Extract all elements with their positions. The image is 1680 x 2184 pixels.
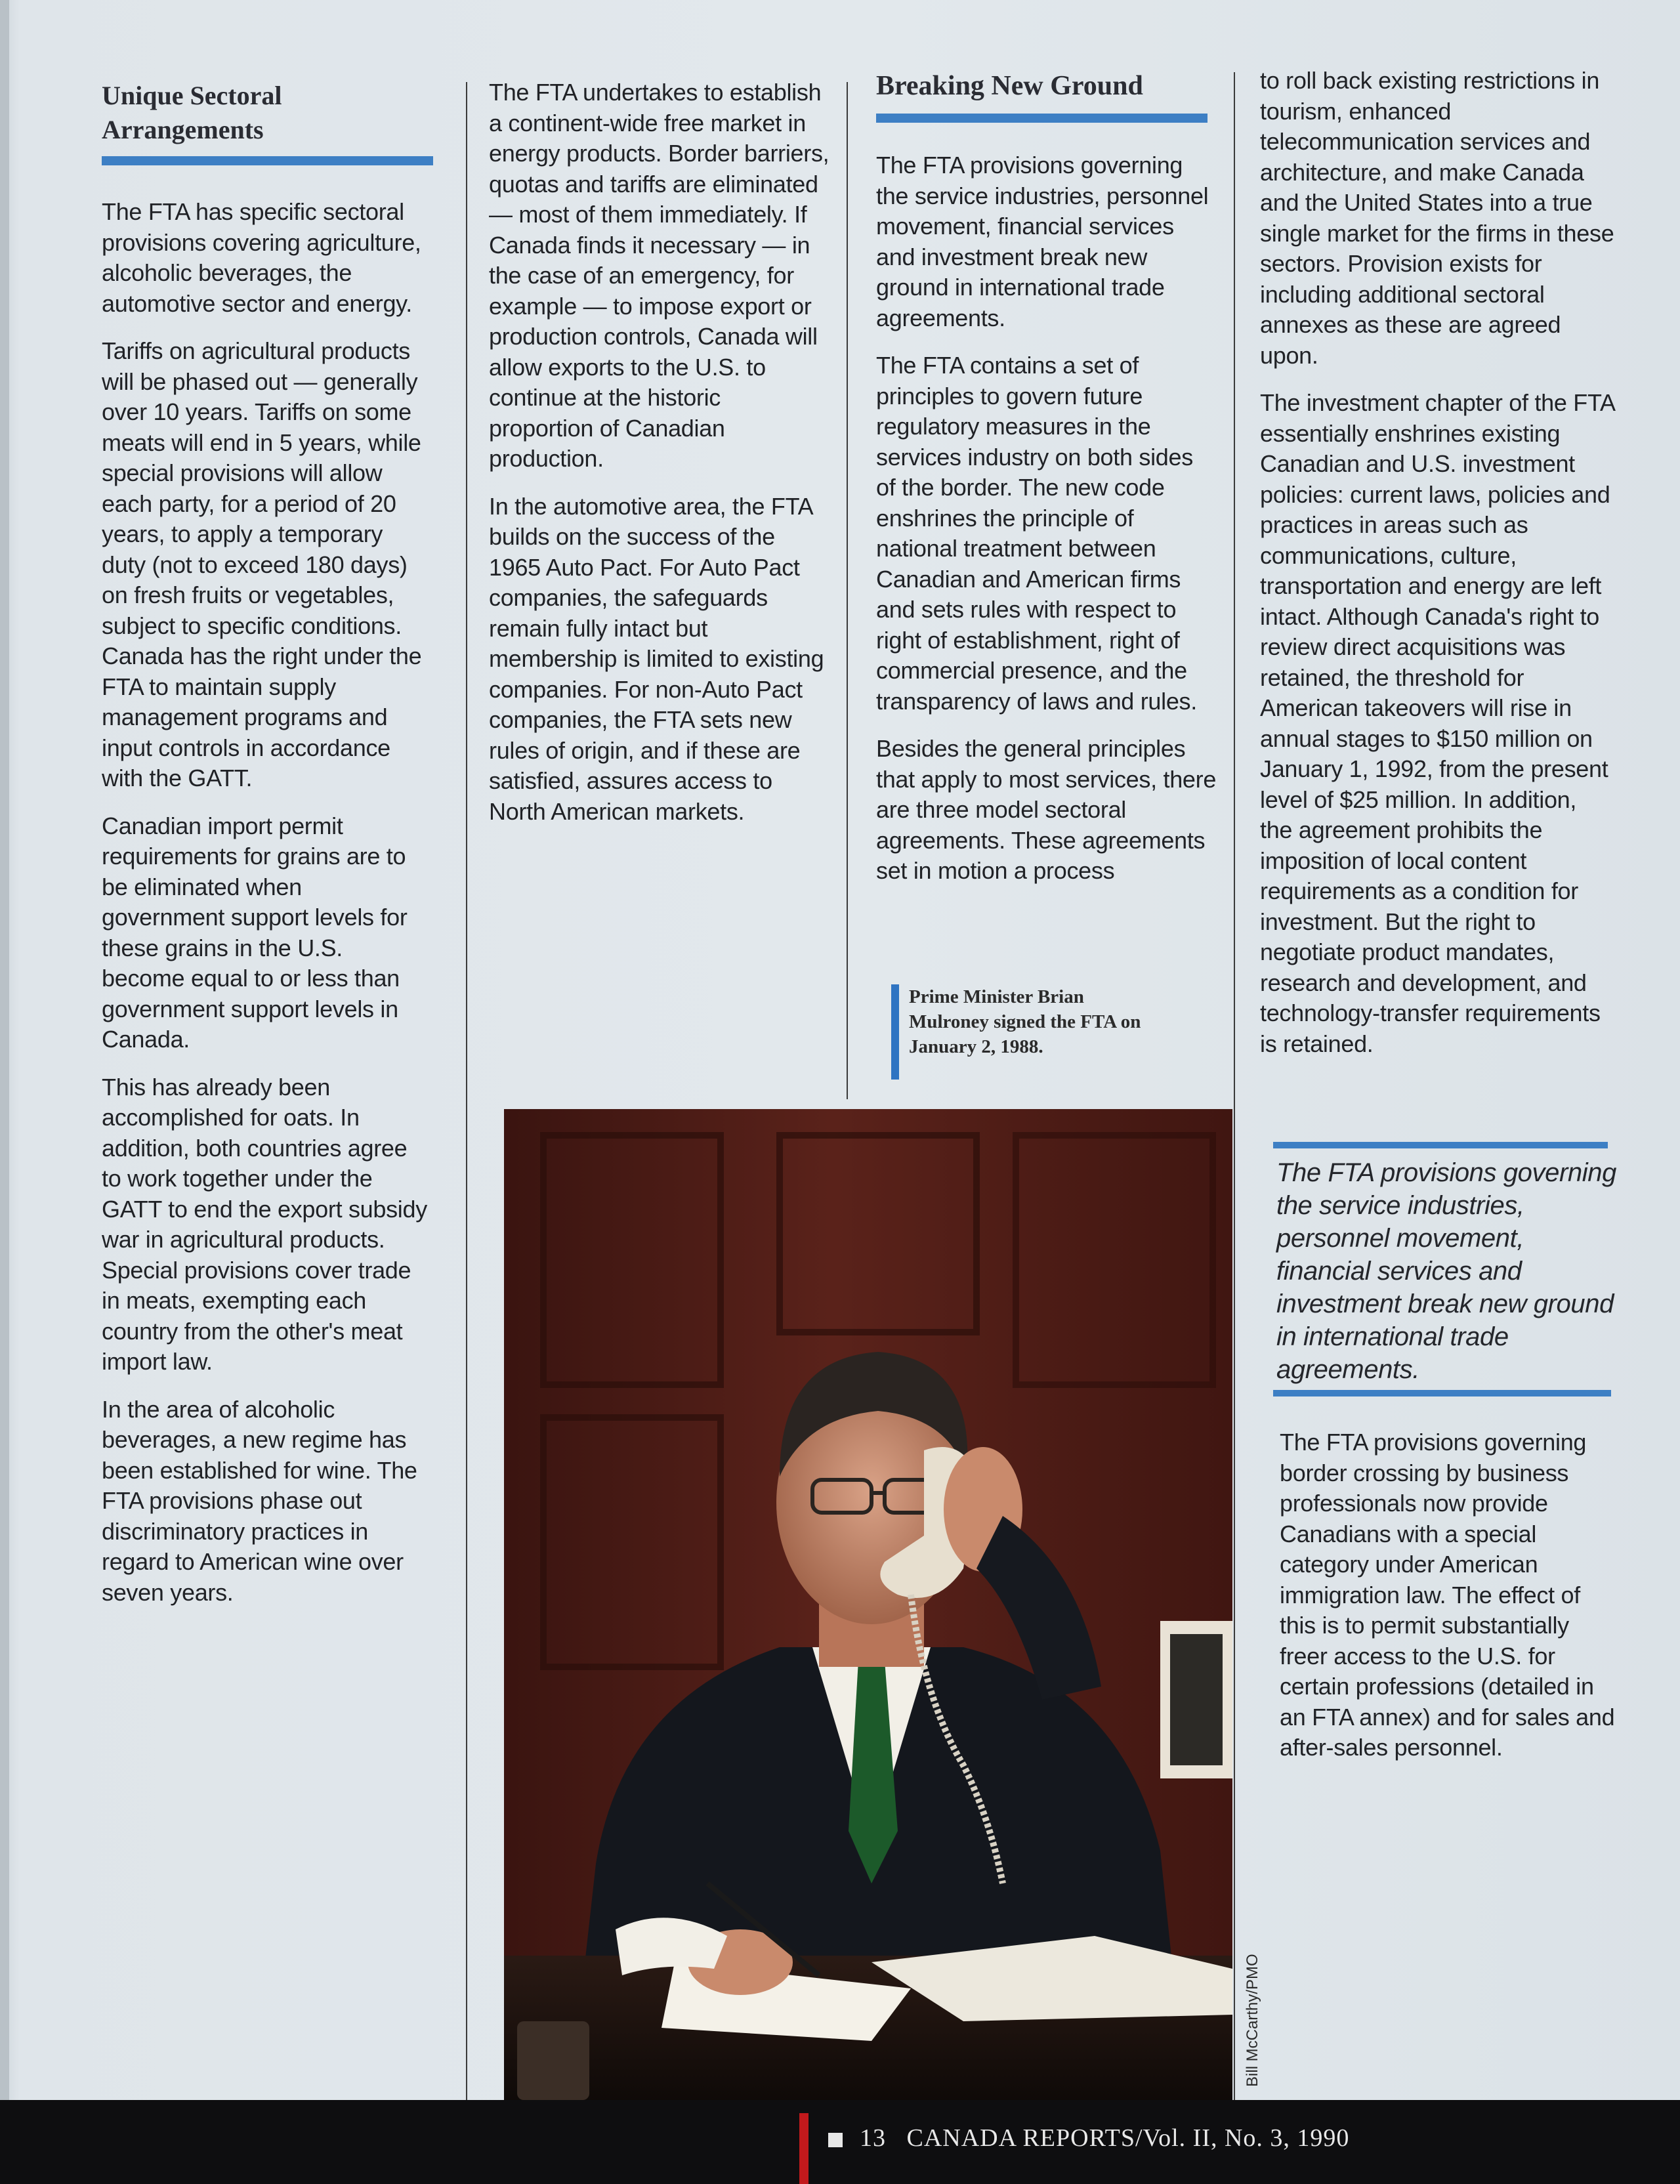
heading-underline-bar	[102, 156, 433, 165]
paragraph: The FTA provisions governing the service industries, personnel movement, financial services and investment break new ground in international trade agreements.	[876, 152, 1209, 331]
pullquote-bottom-bar	[1273, 1390, 1611, 1396]
photo-caption: Prime Minister Brian Mulroney signed the FTA on January 2, 1988.	[909, 986, 1141, 1057]
footer-square-bullet	[828, 2133, 843, 2147]
section-heading-breaking-new-ground: Breaking New Ground	[876, 71, 1143, 101]
column-2	[489, 77, 830, 844]
section-heading-unique-sectoral	[102, 79, 430, 147]
paragraph: Besides the general principles that apply to most services, there are three model sectoral agreements. These agreements set in motion a process	[876, 735, 1217, 884]
binding-edge	[0, 0, 9, 2100]
heading-underline-bar	[876, 114, 1208, 123]
paragraph: to roll back existing restrictions in tourism, enhanced telecommunication services and architecture, and make Canada and the United States into a true single market for the firms in these sectors. Provision exists for including additional sectoral annexes as these are agreed upon.	[1260, 67, 1614, 369]
paragraph: Tariffs on agricultural products will be phased out — generally over 10 years. Tariffs on some meats will end in 5 years, while special provisions will allow each party, for a period of 20 years, to apply a temporary duty (not to exceed 180 days) on fresh fruits or vegetables, subject to specific conditions. Canada has the right under the FTA to maintain supply management programs and input controls in accordance with the GATT.	[102, 337, 422, 791]
column-divider	[847, 82, 848, 1099]
heading-line-1: Unique Sectoral	[102, 81, 282, 110]
paragraph: The investment chapter of the FTA essentially enshrines existing Canadian and U.S. investment policies: current laws, policies and practices in areas such as communications, culture, transportation and energy are left intact. Although Canada's right to review direct acquisitions was retained, the threshold for American takeovers will rise in annual stages to $150 million on January 1, 1992, from the present level of $25 million. In addition, the agreement prohibits the imposition of local content requirements as a condition for investment. But the right to negotiate product mandates, research and development, and technology-transfer requirements is retained.	[1260, 389, 1614, 1057]
photo-credit: Bill McCarthy/PMO	[1244, 1954, 1261, 2087]
photo-prime-minister	[504, 1109, 1232, 2100]
photo-illustration	[504, 1109, 1232, 2100]
paragraph: The FTA provisions governing border crossing by business professionals now provide Canadians with a special category under American immigration law. The effect of this is to permit substantially freer access to the U.S. for certain professions (detailed in an FTA annex) and for sales and after-sales personnel.	[1280, 1429, 1615, 1761]
column-1	[102, 79, 430, 1625]
column-3	[876, 69, 1217, 904]
paragraph: The FTA contains a set of principles to govern future regulatory measures in the services industry on both sides of the border. The new code enshrines the principle of national treatment between Canadian and American firms and sets rules with respect to right of establishment, right of commercial presence, and the transparency of laws and rules.	[876, 352, 1197, 715]
paragraph: Canadian import permit requirements for grains are to be eliminated when government support levels for these grains in the U.S. become equal to or less than government support levels in Canada.	[102, 812, 408, 1053]
column-4-lower	[1280, 1427, 1621, 1780]
paragraph: In the area of alcoholic beverages, a new regime has been established for wine. The FTA provisions phase out discriminatory practices in regard to American wine over seven years.	[102, 1395, 417, 1606]
publication-title: CANADA REPORTS/Vol. II, No. 3, 1990	[906, 2124, 1350, 2152]
paragraph: This has already been accomplished for oats. In addition, both countries agree to work together under the GATT to end the export subsidy war in agricultural products. Special provisions cover trade in meats, exempting each country from the other's meat import law.	[102, 1073, 427, 1375]
heading-line-2: Arrangements	[102, 115, 264, 144]
pullquote: The FTA provisions governing the service industries, personnel movement, financial services and investment break new ground in international trade agreements.	[1276, 1158, 1616, 1384]
paragraph: The FTA has specific sectoral provisions covering agriculture, alcoholic beverages, the automotive sector and energy.	[102, 198, 421, 317]
pullquote-top-bar	[1273, 1142, 1608, 1148]
footer-text	[860, 2124, 1349, 2152]
column-divider	[1234, 72, 1235, 2100]
page-number: 13	[860, 2124, 886, 2152]
page-footer	[0, 2100, 1680, 2184]
footer-red-marker	[799, 2113, 808, 2184]
column-4	[1260, 66, 1614, 1076]
paragraph: The FTA undertakes to establish a continent-wide free market in energy products. Border barriers, quotas and tariffs are eliminated — most of them immediately. If Canada finds it necessary — in the case of an emergency, for example — to impose export or production controls, Canada will allow exports to the U.S. to continue at the historic proportion of Canadian production.	[489, 79, 830, 472]
caption-accent-bar	[891, 984, 899, 1080]
paragraph: In the automotive area, the FTA builds on the success of the 1965 Auto Pact. For Auto Pact companies, the safeguards remain fully intact but membership is limited to existing companies. For non-Auto Pact companies, the FTA sets new rules of origin, and if these are satisfied, assures access to North American markets.	[489, 492, 824, 825]
column-divider	[466, 82, 467, 2100]
